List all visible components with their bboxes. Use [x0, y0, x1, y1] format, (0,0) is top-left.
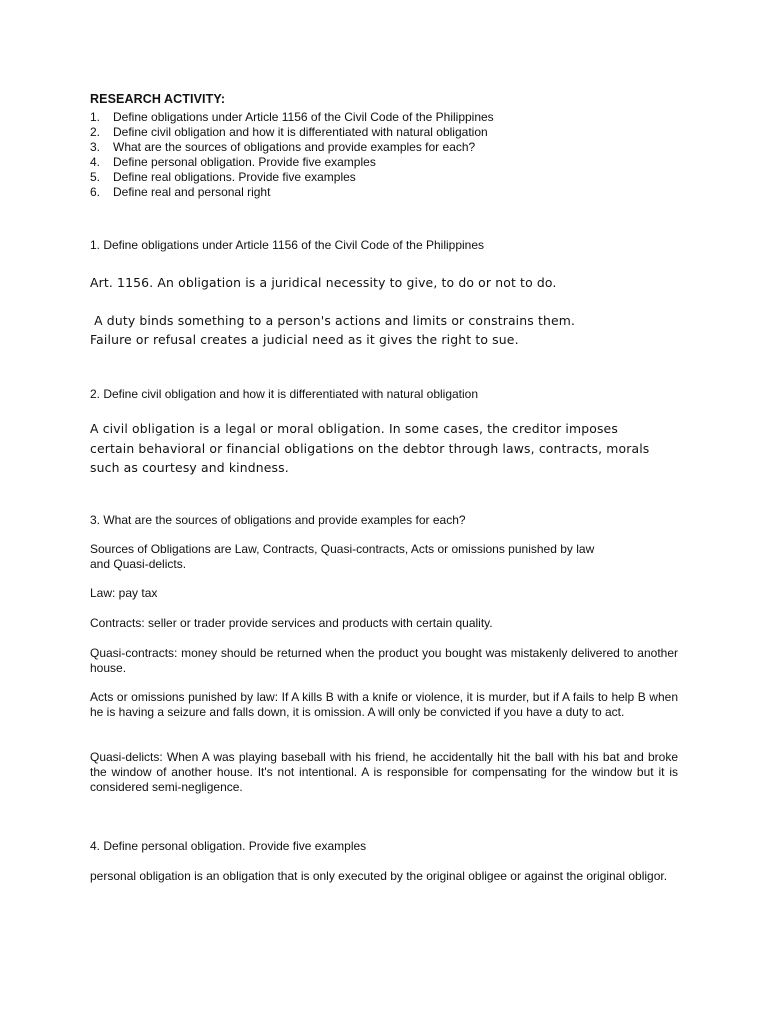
section-3-law: Law: pay tax [90, 586, 158, 600]
document-heading: RESEARCH ACTIVITY: [90, 92, 226, 106]
list-item-number: 6. [90, 185, 101, 199]
section-1-answer-duty-line1: A duty binds something to a person's actions and limits or constrains them. [90, 313, 576, 328]
section-1-title: 1. Define obligations under Article 1156 of the Civil Code of the Philippines [90, 238, 485, 252]
list-item-text: Define real and personal right [113, 185, 271, 199]
section-1-answer-art: Art. 1156. An obligation is a juridical necessity to give, to do or not to do. [90, 275, 557, 290]
list-item-text: What are the sources of obligations and provide examples for each? [113, 140, 476, 154]
section-3-title: 3. What are the sources of obligations and provide examples for each? [90, 513, 466, 527]
section-3-intro-line2: and Quasi-delicts. [90, 557, 187, 571]
list-item-text: Define obligations under Article 1156 of the Civil Code of the Philippines [113, 110, 494, 124]
section-3-intro-line1: Sources of Obligations are Law, Contracts, Quasi-contracts, Acts or omissions punished by law [90, 542, 595, 556]
section-4-answer: personal obligation is an obligation that is only executed by the original obligee or against the original obligor. [90, 869, 668, 883]
list-item [90, 125, 494, 140]
section-4-title: 4. Define personal obligation. Provide five examples [90, 839, 367, 853]
section-3-quasi-delicts: Quasi-delicts: When A was playing baseball with his friend, he accidentally hit the ball with his bat and broke the window of another house. It's not intentional. A is responsible for compensating for the window but it is considered semi-negligence. [90, 750, 678, 794]
list-item-text: Define civil obligation and how it is differentiated with natural obligation [113, 125, 488, 139]
section-2-answer-line1: A civil obligation is a legal or moral obligation. In some cases, the creditor imposes [90, 421, 618, 436]
section-2-answer-line3: such as courtesy and kindness. [90, 460, 289, 475]
list-item-number: 3. [90, 140, 101, 154]
question-list [90, 110, 494, 200]
section-3-contracts: Contracts: seller or trader provide services and products with certain quality. [90, 616, 493, 630]
list-item-number: 4. [90, 155, 101, 169]
list-item-number: 1. [90, 110, 101, 124]
list-item [90, 170, 494, 185]
list-item [90, 140, 494, 155]
section-2-answer-line2: certain behavioral or financial obligations on the debtor through laws, contracts, morals [90, 441, 650, 456]
list-item [90, 185, 494, 200]
list-item [90, 155, 494, 170]
list-item [90, 110, 494, 125]
list-item-number: 5. [90, 170, 101, 184]
list-item-number: 2. [90, 125, 101, 139]
section-2-title: 2. Define civil obligation and how it is differentiated with natural obligation [90, 387, 479, 401]
section-3-quasi-contracts: Quasi-contracts: money should be returned when the product you bought was mistakenly delivered to another house. [90, 646, 678, 675]
section-1-answer-duty-line2: Failure or refusal creates a judicial need as it gives the right to sue. [90, 332, 519, 347]
section-3-acts-omissions: Acts or omissions punished by law: If A kills B with a knife or violence, it is murder, but if A fails to help B when he is having a seizure and falls down, it is omission. A will only be convicted if you have a duty to act. [90, 690, 678, 719]
list-item-text: Define personal obligation. Provide five examples [113, 155, 376, 169]
list-item-text: Define real obligations. Provide five examples [113, 170, 356, 184]
